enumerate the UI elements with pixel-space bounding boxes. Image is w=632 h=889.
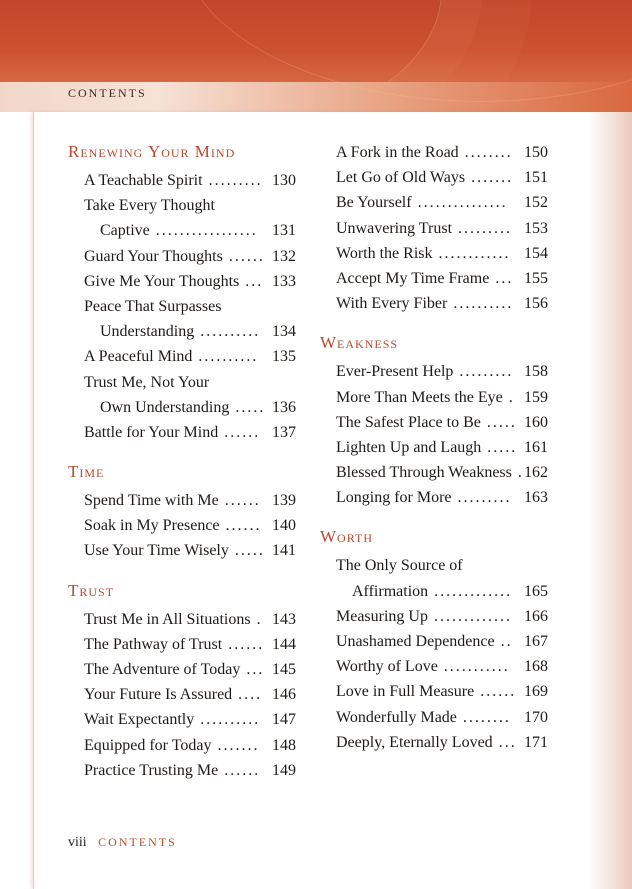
toc-entry[interactable] [100,395,300,420]
toc-page-number: 139 [272,492,296,510]
toc-entry[interactable] [84,707,300,732]
toc-entry-title: Your Future Is Assured [84,686,233,704]
toc-entry[interactable] [336,216,552,241]
leader-dots: ...... [218,492,261,510]
toc-entry[interactable] [336,654,552,679]
leader-dots: .......... [192,348,259,366]
leader-dots: ......... [202,172,263,189]
toc-entry[interactable] [336,359,552,384]
leader-dots: . [511,464,524,482]
toc-entry[interactable] [336,485,552,510]
toc-entry-title: Take Every Thought [84,197,215,215]
toc-entry[interactable] [336,266,552,291]
toc-page-number: 158 [524,363,548,381]
toc-entry[interactable] [84,244,300,269]
toc-entry[interactable] [336,241,552,266]
toc-entry[interactable] [336,553,552,578]
toc-entry[interactable] [84,488,300,513]
toc-page-number: 137 [272,423,296,441]
toc-entry-title: Trust Me in All Situations [84,610,251,628]
toc-entry[interactable] [336,291,552,316]
leader-dots: ............. [428,582,513,600]
footer-label: CONTENTS [98,835,177,849]
toc-page-number: 146 [272,686,296,704]
leader-dots: ...... [222,247,265,265]
toc-page-number: 148 [272,736,296,754]
leader-dots: .... [232,686,263,704]
toc-page-number: 130 [272,172,296,189]
leader-dots: ......... [453,363,514,381]
toc-entry-title: Love in Full Measure [336,683,475,701]
section-heading: Renewing Your Mind [68,142,236,161]
leader-dots: ... [489,269,514,287]
leader-dots: ...... [474,683,517,701]
toc-entry-title: A Peaceful Mind [84,348,193,366]
toc-entry-title: Use Your Time Wisely [84,542,229,560]
toc-entry-title: Worthy of Love [336,658,438,676]
leader-dots: ........ [458,144,513,161]
toc-entry-title: Trust Me, Not Your [84,373,210,391]
leader-dots: ................. [149,222,258,240]
toc-entry-title: A Teachable Spirit [84,172,203,189]
leader-dots: . [250,610,263,628]
page-footer [68,835,177,851]
toc-page-number: 147 [272,711,296,729]
toc-entry[interactable] [352,579,552,604]
toc-page-number: 141 [272,542,296,560]
toc-page-number: 131 [272,222,296,240]
toc-page-number: 132 [272,247,296,265]
toc-page-number: 159 [524,388,548,406]
toc-page-number: 136 [272,398,296,416]
toc-entry-title: The Adventure of Today [84,661,241,678]
toc-entry[interactable] [336,604,552,629]
leader-dots: ...... [218,423,261,441]
leader-dots: ....... [465,169,514,187]
toc-entry-title: Accept My Time Frame [336,269,490,287]
toc-entry-title: Longing for More [336,489,452,507]
leader-dots: ...... [222,635,265,653]
toc-entry-title: Wait Expectantly [84,711,195,729]
toc-page-number: 168 [524,658,548,676]
toc-page-number: 153 [524,219,548,237]
leader-dots: ..... [480,413,517,431]
toc-page-number: 171 [524,733,548,751]
toc-entry[interactable] [84,682,300,707]
leader-dots: ..... [229,398,266,416]
toc-entry-title: Understanding [100,323,195,341]
toc-entry-title: The Pathway of Trust [84,635,223,653]
toc-entry-title: Guard Your Thoughts [84,247,223,265]
toc-page-number: 134 [272,323,296,341]
leader-dots: ......... [451,489,512,507]
section-heading: Worth [320,527,373,547]
toc-entry[interactable] [100,218,300,243]
toc-page-number: 155 [524,269,548,287]
leader-dots: ...... [219,517,262,535]
toc-entry-title: Battle for Your Mind [84,423,219,441]
leader-dots: ..... [228,542,265,560]
toc-entry[interactable] [84,193,300,218]
toc-entry[interactable] [84,538,300,563]
leader-dots: ... [239,272,264,290]
toc-entry-title: Blessed Through Weakness [336,464,512,482]
toc-entry-title: Peace That Surpasses [84,297,222,315]
leader-dots: .. [494,633,513,650]
leader-dots: ............... [411,194,508,212]
toc-entry-title: Measuring Up [336,607,428,625]
leader-dots: ......... [452,219,513,237]
toc-entry-title: Captive [100,222,150,240]
leader-dots: .......... [447,295,514,313]
toc-entry-title: With Every Fiber [336,295,448,313]
leader-dots: ..... [481,438,518,456]
toc-entry-title: Be Yourself [336,194,412,212]
toc-entry-title: Lighten Up and Laugh [336,438,482,456]
toc-entry[interactable] [336,730,552,755]
toc-entry[interactable] [336,140,552,165]
toc-entry[interactable] [336,629,552,654]
leader-dots: . [502,388,515,406]
toc-page-number: 144 [272,635,296,653]
leader-dots: .......... [194,711,261,729]
toc-entry-title: Unwavering Trust [336,219,453,237]
toc-entry-title: Soak in My Presence [84,517,220,535]
leader-dots: ... [240,661,265,678]
toc-entry-title: Let Go of Old Ways [336,169,466,187]
toc-entry-title: Practice Trusting Me [84,761,219,779]
leader-dots: ........... [437,658,510,676]
toc-page-number: 133 [272,272,296,290]
toc-entry[interactable] [84,657,300,682]
toc-entry-title: The Safest Place to Be [336,413,481,431]
toc-page-number: 163 [524,489,548,507]
header-banner [0,0,632,112]
toc-page-number: 160 [524,413,548,431]
toc-entry[interactable] [100,319,300,344]
leader-dots: ... [492,733,517,751]
leader-dots: ........ [456,708,511,726]
toc-entry[interactable] [84,733,300,758]
toc-entry-title: Equipped for Today [84,736,212,754]
toc-page-number: 149 [272,761,296,779]
toc-entry[interactable] [336,460,552,485]
toc-entry-title: Give Me Your Thoughts [84,272,240,290]
toc-page-number: 140 [272,517,296,535]
toc-entry-title: More Than Meets the Eye [336,388,503,406]
toc-page-number: 156 [524,295,548,313]
toc-entry-title: Spend Time with Me [84,492,219,510]
toc-entry[interactable] [84,294,300,319]
toc-entry[interactable] [84,344,300,369]
toc-page-number: 151 [524,169,548,187]
toc-entry[interactable] [336,705,552,730]
toc-page-number: 145 [272,661,296,678]
toc-entry-title: Wonderfully Made [336,708,457,726]
leader-dots: ...... [218,761,261,779]
contents-column-right [320,140,552,755]
section-heading: Weakness [320,333,399,353]
running-head: CONTENTS [68,86,147,100]
toc-page-number: 161 [524,438,548,456]
toc-page-number: 143 [272,610,296,628]
toc-entry[interactable] [84,607,300,632]
toc-entry[interactable] [84,370,300,395]
toc-entry-title: Worth the Risk [336,244,433,262]
toc-entry[interactable] [336,385,552,410]
toc-entry-title: Unashamed Dependence [336,633,495,650]
toc-entry[interactable] [84,168,300,193]
toc-page-number: 150 [524,144,548,161]
toc-page-number: 152 [524,194,548,212]
toc-entry-title: Deeply, Eternally Loved [336,733,493,751]
toc-page-number: 165 [524,582,548,600]
section-heading: Time [68,462,105,482]
leader-dots: .......... [194,323,261,341]
page-number: viii [68,835,87,850]
toc-page-number: 135 [272,348,296,366]
toc-entry-title: Affirmation [352,582,429,600]
toc-entry[interactable] [336,410,552,435]
toc-entry-title: A Fork in the Road [336,144,459,161]
toc-page-number: 169 [524,683,548,701]
toc-entry[interactable] [336,435,552,460]
toc-entry[interactable] [336,679,552,704]
toc-entry[interactable] [336,165,552,190]
toc-page-number: 170 [524,708,548,726]
toc-entry-title: The Only Source of [336,557,463,575]
toc-page-number: 162 [524,464,548,482]
leader-dots: ............ [432,244,511,262]
toc-entry-title: Ever-Present Help [336,363,454,381]
toc-entry[interactable] [84,632,300,657]
toc-entry[interactable] [84,420,300,445]
toc-page-number: 167 [524,633,548,650]
contents-column-left [68,140,300,783]
toc-page-number: 166 [524,607,548,625]
section-heading: Trust [68,580,115,600]
toc-entry[interactable] [84,269,300,294]
toc-entry[interactable] [336,190,552,215]
page-edge-shadow [588,112,632,889]
toc-entry[interactable] [84,758,300,783]
toc-page-number: 154 [524,244,548,262]
leader-dots: ....... [211,736,260,754]
toc-entry-title: Own Understanding [100,398,230,416]
leader-dots: ............. [427,607,512,625]
toc-entry[interactable] [84,513,300,538]
